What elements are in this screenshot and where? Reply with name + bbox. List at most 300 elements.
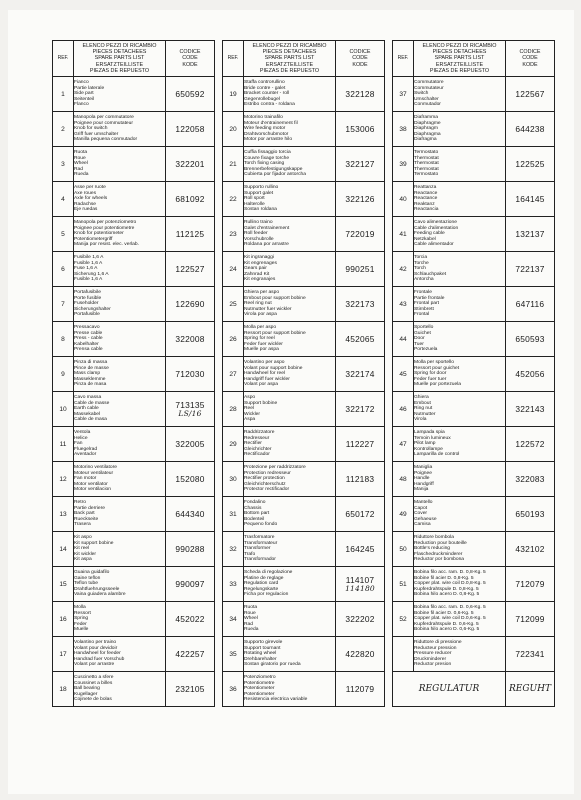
ref-number: 22 xyxy=(223,182,244,217)
part-code xyxy=(336,462,385,497)
description-line: Portafusibile xyxy=(74,290,101,296)
ref-number: 2 xyxy=(53,112,74,147)
description-line: Retro xyxy=(74,500,86,506)
description-line: Cavo massa xyxy=(74,395,102,401)
part-code-value: 112079 xyxy=(345,684,375,694)
description-line: Embout xyxy=(414,400,431,406)
description-line: Gehaeuse xyxy=(414,516,437,522)
parts-table xyxy=(222,40,385,707)
description-line: Manilla pequena conmutador xyxy=(74,137,138,143)
ref-number: 43 xyxy=(393,287,414,322)
table-row xyxy=(393,252,555,287)
table-row xyxy=(393,217,555,252)
description-header-line: PIECES DETACHEES xyxy=(432,49,487,56)
description-line: Lampada spia xyxy=(414,430,445,436)
description-line: Bobina filo acc. ram. D. 0,8-Kg. 5 xyxy=(414,570,486,576)
description-line: Porte fusible xyxy=(74,295,102,301)
part-description xyxy=(244,77,336,112)
table-row xyxy=(53,497,215,532)
description-line: Manija por resist. elec. verlab. xyxy=(74,242,139,248)
description-line: Capot xyxy=(414,505,428,511)
part-code-value: 322173 xyxy=(345,299,375,309)
part-description xyxy=(244,252,336,287)
description-line: Kupferdrahtspule D. 0,6-Kg. 5 xyxy=(414,621,479,627)
description-line: Rueda xyxy=(74,172,89,178)
description-line: Aspo xyxy=(244,395,256,401)
description-line: Nutmutter xyxy=(414,411,436,417)
part-description xyxy=(244,392,336,427)
ref-number: 49 xyxy=(393,497,414,532)
table-row xyxy=(393,77,555,112)
part-code xyxy=(166,357,215,392)
description-line: Flaschedruckminderer xyxy=(414,551,463,557)
part-code xyxy=(506,322,555,357)
description-line: Embout pour support bobine xyxy=(244,295,306,301)
part-code xyxy=(336,567,385,602)
part-code-value: 722341 xyxy=(515,649,545,659)
description-line: Supporto girevole xyxy=(244,640,283,646)
part-code xyxy=(336,322,385,357)
description-line: Fusible 1,6 A xyxy=(74,260,103,266)
description-line: Feder xyxy=(74,621,87,627)
part-code-value: 122690 xyxy=(175,299,205,309)
part-description xyxy=(74,602,166,637)
part-code xyxy=(166,532,215,567)
ref-number: 44 xyxy=(393,322,414,357)
description-line: Cubierta por fijador antorcha xyxy=(244,172,306,178)
description-line: Supporto rullino xyxy=(244,185,279,191)
part-code xyxy=(336,182,385,217)
description-line: Manopola per potenziometro xyxy=(74,220,137,226)
table-row xyxy=(223,532,385,567)
description-line: Rueckseite xyxy=(74,516,99,522)
part-code xyxy=(336,602,385,637)
part-code xyxy=(166,497,215,532)
description-line: Kit ingranaggi xyxy=(244,255,274,261)
description-line: Handwheel for reel xyxy=(244,371,286,377)
part-description xyxy=(414,252,506,287)
description-line: Ressort xyxy=(74,610,91,616)
part-code xyxy=(336,217,385,252)
description-line: Termostato xyxy=(414,150,439,156)
ref-number: 13 xyxy=(53,497,74,532)
description-line: Wickler xyxy=(244,411,261,417)
description-line: Wheel xyxy=(244,616,258,622)
description-line: Ressort pour support bobine xyxy=(244,330,306,336)
description-line: Seitenteil xyxy=(74,96,95,102)
description-line: Lamparilla de control xyxy=(414,452,460,458)
part-code-value: 153006 xyxy=(345,124,375,134)
description-line: Door xyxy=(414,336,425,342)
description-line: Ring nut xyxy=(414,406,433,412)
description-line: Bride contre - galet xyxy=(244,85,286,91)
part-description xyxy=(74,217,166,252)
table-row xyxy=(393,357,555,392)
table-row xyxy=(393,427,555,462)
description-line: Platine de reglage xyxy=(244,575,284,581)
description-line: Handle xyxy=(414,476,430,482)
table-row xyxy=(393,182,555,217)
part-code-value: 644340 xyxy=(175,509,205,519)
table-row xyxy=(393,637,555,672)
description-line: Couvre fixage torche xyxy=(244,155,290,161)
part-code xyxy=(166,287,215,322)
table-row xyxy=(53,602,215,637)
part-code-value: 712030 xyxy=(175,369,205,379)
description-line: Fan xyxy=(74,441,83,447)
part-code-value: 432102 xyxy=(515,544,545,554)
description-line: Rullino traino xyxy=(244,220,273,226)
description-line: Cuffia fissaggio torcia xyxy=(244,150,291,156)
description-line: Support bobine xyxy=(244,400,278,406)
description-line: Gears pair xyxy=(244,266,267,272)
description-line: Chassis xyxy=(244,505,262,511)
ref-number: 34 xyxy=(223,602,244,637)
description-line: Kit aspa xyxy=(74,557,92,563)
description-line: Knob for potentiometer xyxy=(74,231,124,237)
description-line: Handgriff fuer wickler xyxy=(244,376,290,382)
description-line: Ventola xyxy=(74,430,91,436)
description-line: Manija xyxy=(414,487,429,493)
description-line: Moteur d'entrainement fil xyxy=(244,120,298,126)
description-line: Reducteur pression xyxy=(414,645,457,651)
description-line: Pequeno fondo xyxy=(244,522,278,528)
part-description xyxy=(74,252,166,287)
description-line: Support galet xyxy=(244,190,274,196)
part-code xyxy=(506,497,555,532)
description-line: Fianco xyxy=(74,80,89,86)
description-line: Ressort pour guichet xyxy=(414,365,460,371)
part-code xyxy=(506,567,555,602)
part-description xyxy=(244,147,336,182)
table-row xyxy=(223,637,385,672)
part-code-value: 650592 xyxy=(175,89,205,99)
description-line: Sostan roldana xyxy=(244,207,277,213)
part-description xyxy=(74,392,166,427)
description-header-line: ERSATZTEILLISTE xyxy=(95,61,144,68)
description-line: Frontal xyxy=(414,312,430,318)
description-header-line: ELENCO PEZZI DI RICAMBIO xyxy=(422,43,497,50)
part-code-value: 322174 xyxy=(345,369,375,379)
description-header-line: ERSATZTEILLISTE xyxy=(435,61,484,68)
part-code xyxy=(166,392,215,427)
description-line: Protection redresseur xyxy=(244,470,291,476)
description-line: Earth cable xyxy=(74,406,99,412)
table-row xyxy=(223,287,385,322)
description-header xyxy=(414,41,506,77)
part-code xyxy=(166,462,215,497)
description-line: Kupferdrahtspule D. 0,8-Kg. 5 xyxy=(414,586,479,592)
description-line: Trasformatore xyxy=(244,535,275,541)
table-row xyxy=(223,147,385,182)
part-code-value: 122058 xyxy=(175,124,205,134)
description-line: Reaktanz xyxy=(414,201,435,207)
part-code-value: 644238 xyxy=(515,124,545,134)
table-row xyxy=(53,112,215,147)
table-row xyxy=(53,252,215,287)
part-description xyxy=(244,287,336,322)
description-line: Torcia xyxy=(414,255,428,261)
description-line: Cojinete de bolas xyxy=(74,697,112,703)
description-header-line: PIECES DETACHEES xyxy=(92,49,147,56)
description-line: Transformateur xyxy=(244,540,278,546)
ref-number: 27 xyxy=(223,357,244,392)
description-line: Commutatore xyxy=(414,80,444,86)
part-code xyxy=(506,112,555,147)
part-description xyxy=(244,217,336,252)
part-description xyxy=(244,427,336,462)
part-code xyxy=(166,322,215,357)
part-code xyxy=(166,252,215,287)
ref-number: 28 xyxy=(223,392,244,427)
description-line: Drahtfuehrungsseele xyxy=(74,586,120,592)
description-line: Griff fuer umschalter xyxy=(74,131,119,137)
part-code xyxy=(166,147,215,182)
part-code xyxy=(336,252,385,287)
part-code xyxy=(166,112,215,147)
table-row xyxy=(53,217,215,252)
ref-number: 9 xyxy=(53,357,74,392)
description-header-line: SPARE PARTS LIST xyxy=(264,55,315,62)
part-description xyxy=(414,567,506,602)
description-line: Molla xyxy=(74,605,86,611)
description-line: Reduction pour bouteille xyxy=(414,540,467,546)
table-row xyxy=(53,287,215,322)
description-line: Diaphragme xyxy=(414,120,441,126)
description-line: Handgriff xyxy=(414,481,434,487)
description-line: Handwheel for feeder xyxy=(74,651,121,657)
description-line: Helice xyxy=(74,435,88,441)
description-line: Transformer xyxy=(244,546,271,552)
description-line: Partie laterale xyxy=(74,85,105,91)
part-description xyxy=(414,392,506,427)
description-line: Ghiera xyxy=(414,395,429,401)
part-code-value: 452065 xyxy=(345,334,375,344)
description-line: Potentiometer xyxy=(244,686,275,692)
description-line: Vaina guiadera alambre xyxy=(74,592,126,598)
table-row xyxy=(53,322,215,357)
part-code-value: 322127 xyxy=(345,159,375,169)
part-description xyxy=(244,637,336,672)
table-row xyxy=(53,637,215,672)
description-line: Aspa xyxy=(244,417,256,423)
description-line: Bobina hilo acero D. 0,8-Kg. 5 xyxy=(414,592,480,598)
ref-number: 40 xyxy=(393,182,414,217)
code-header xyxy=(506,41,555,77)
table-row xyxy=(223,252,385,287)
description-line: Guaina guidafilo xyxy=(74,570,110,576)
table-row xyxy=(53,147,215,182)
table-row xyxy=(393,497,555,532)
description-line: Conmutador xyxy=(414,102,441,108)
part-description xyxy=(244,672,336,707)
part-description xyxy=(74,112,166,147)
description-line: Zahnrad Kit xyxy=(244,271,270,277)
description-line: Molla per aspo xyxy=(244,325,277,331)
part-code-value: 322172 xyxy=(345,404,375,414)
ref-number: 12 xyxy=(53,462,74,497)
description-line: Bobina filo acc. ram. D. 0,6-Kg. 5 xyxy=(414,605,486,611)
part-description xyxy=(414,147,506,182)
part-description xyxy=(244,357,336,392)
handwritten-note: 114180 xyxy=(345,584,375,593)
description-line: Bottom part xyxy=(244,511,270,517)
description-line: Gleichrichterschutz xyxy=(244,481,286,487)
part-description xyxy=(74,497,166,532)
description-line: Riduttore di pressione xyxy=(414,640,462,646)
description-line: Volantino per aspo xyxy=(244,360,285,366)
part-code xyxy=(506,287,555,322)
parts-table xyxy=(392,40,555,707)
part-code-value: 122525 xyxy=(515,159,545,169)
description-line: Moteur ventilateur xyxy=(74,470,114,476)
table-row xyxy=(393,392,555,427)
description-line: Ghiera per aspo xyxy=(244,290,280,296)
description-line: Motorino trainafilo xyxy=(244,115,283,121)
ref-number: 21 xyxy=(223,147,244,182)
ref-number: 4 xyxy=(53,182,74,217)
description-line: Masseklemme xyxy=(74,376,106,382)
ref-number: 38 xyxy=(393,112,414,147)
part-code-value: 132137 xyxy=(515,229,545,239)
description-line: Bobine fil acier D. 0,6-Kg. 5 xyxy=(414,610,474,616)
description-line: Estribo contra - roldana xyxy=(244,102,295,108)
description-line: Knob for switch xyxy=(74,126,108,132)
description-line: Poignee pour potentiometre xyxy=(74,225,135,231)
part-code-value: 122567 xyxy=(515,89,545,99)
ref-number: 39 xyxy=(393,147,414,182)
parts-table xyxy=(52,40,215,707)
description-header-line: ERSATZTEILLISTE xyxy=(265,61,314,68)
part-description xyxy=(74,567,166,602)
ref-number: 3 xyxy=(53,147,74,182)
description-line: Drahtvorschubmotor xyxy=(244,131,289,137)
description-line: Halterolle xyxy=(244,201,265,207)
part-code xyxy=(506,532,555,567)
description-line: Mantello xyxy=(414,500,433,506)
description-header-line: PIEZAS DE REPUESTO xyxy=(89,67,150,74)
description-line: Sicherung 1,6 A xyxy=(74,271,109,277)
description-line: Kugellager xyxy=(74,691,98,697)
ref-number: 26 xyxy=(223,322,244,357)
description-line: Press - cable xyxy=(74,336,103,342)
description-line: Potentiometer xyxy=(244,691,275,697)
part-code xyxy=(166,567,215,602)
description-line: Protezione per raddrizzatore xyxy=(244,465,306,471)
ref-number: 47 xyxy=(393,427,414,462)
description-line: Torch fixing casing xyxy=(244,161,285,167)
ref-number: 35 xyxy=(223,637,244,672)
description-line: Rectificador xyxy=(244,452,270,458)
description-header-line: SPARE PARTS LIST xyxy=(434,55,485,62)
part-description xyxy=(414,427,506,462)
description-line: Reactance xyxy=(414,196,438,202)
description-line: Gleichrichter xyxy=(244,446,272,452)
part-description xyxy=(244,567,336,602)
ref-number: 52 xyxy=(393,602,414,637)
handwritten-row xyxy=(393,672,555,707)
part-code xyxy=(166,637,215,672)
part-code-value: 164245 xyxy=(345,544,375,554)
table-row xyxy=(393,532,555,567)
description-line: Bobine fil acier D. 0,8-Kg. 5 xyxy=(414,575,474,581)
description-line: Brennerbefestigungskappe xyxy=(244,166,303,172)
part-description xyxy=(74,427,166,462)
part-code-value: 152080 xyxy=(175,474,205,484)
table-row xyxy=(223,182,385,217)
part-code xyxy=(506,147,555,182)
description-line: Redresseur xyxy=(244,435,270,441)
part-code xyxy=(506,427,555,462)
description-line: Resistencia electrica variable xyxy=(244,697,308,703)
ref-number: 41 xyxy=(393,217,414,252)
part-code xyxy=(336,637,385,672)
description-line: Fan motor xyxy=(74,476,97,482)
part-description xyxy=(74,182,166,217)
description-line: Fusible 1,6 A xyxy=(74,277,103,283)
part-code-value: 990097 xyxy=(175,579,205,589)
table-row xyxy=(393,567,555,602)
code-header-line: CODICE xyxy=(349,49,371,56)
part-description xyxy=(74,532,166,567)
description-line: Volant pour devidoir xyxy=(74,645,118,651)
description-line: Fluegelrad xyxy=(74,446,98,452)
table-row xyxy=(53,567,215,602)
part-description xyxy=(414,637,506,672)
part-code-value: 164145 xyxy=(515,194,545,204)
ref-number: 50 xyxy=(393,532,414,567)
description-line: Kit engrenages xyxy=(244,260,277,266)
description-line: Frontale xyxy=(414,290,432,296)
part-code-value: 232105 xyxy=(175,684,205,694)
description-line: Reductor presion xyxy=(414,662,452,668)
description-line: Roue xyxy=(74,155,86,161)
ref-number: 36 xyxy=(223,672,244,707)
description-header xyxy=(244,41,336,77)
description-header-line: PIECES DETACHEES xyxy=(262,49,317,56)
description-line: Netzkabel xyxy=(414,236,436,242)
part-code xyxy=(506,357,555,392)
description-line: Roldana por arrastre xyxy=(244,242,289,248)
description-line: Cable de masse xyxy=(74,400,110,406)
part-code-value: 322202 xyxy=(345,614,375,624)
part-code-value: 990251 xyxy=(345,264,375,274)
table-row xyxy=(393,287,555,322)
description-line: Presse cable xyxy=(74,330,103,336)
description-line: Cable d'alimentation xyxy=(414,225,459,231)
description-line: Reductor por bombona xyxy=(414,557,465,563)
part-code xyxy=(166,217,215,252)
part-description xyxy=(414,462,506,497)
description-line: Rad xyxy=(74,166,83,172)
ref-number: 17 xyxy=(53,637,74,672)
code-header xyxy=(336,41,385,77)
description-line: Tuer xyxy=(414,341,424,347)
description-line: Radachse xyxy=(74,201,97,207)
ref-number: 19 xyxy=(223,77,244,112)
table-row xyxy=(393,112,555,147)
ref-number: 14 xyxy=(53,532,74,567)
part-code-value: 681092 xyxy=(175,194,205,204)
description-line: Vorschubrolle xyxy=(244,236,274,242)
description-line: Diaphragma xyxy=(414,131,441,137)
table-row xyxy=(223,497,385,532)
description-line: Eje ruedas xyxy=(74,207,98,213)
code-header xyxy=(166,41,215,77)
part-description xyxy=(74,637,166,672)
part-code-value: 322143 xyxy=(515,404,545,414)
ref-number: 48 xyxy=(393,462,414,497)
